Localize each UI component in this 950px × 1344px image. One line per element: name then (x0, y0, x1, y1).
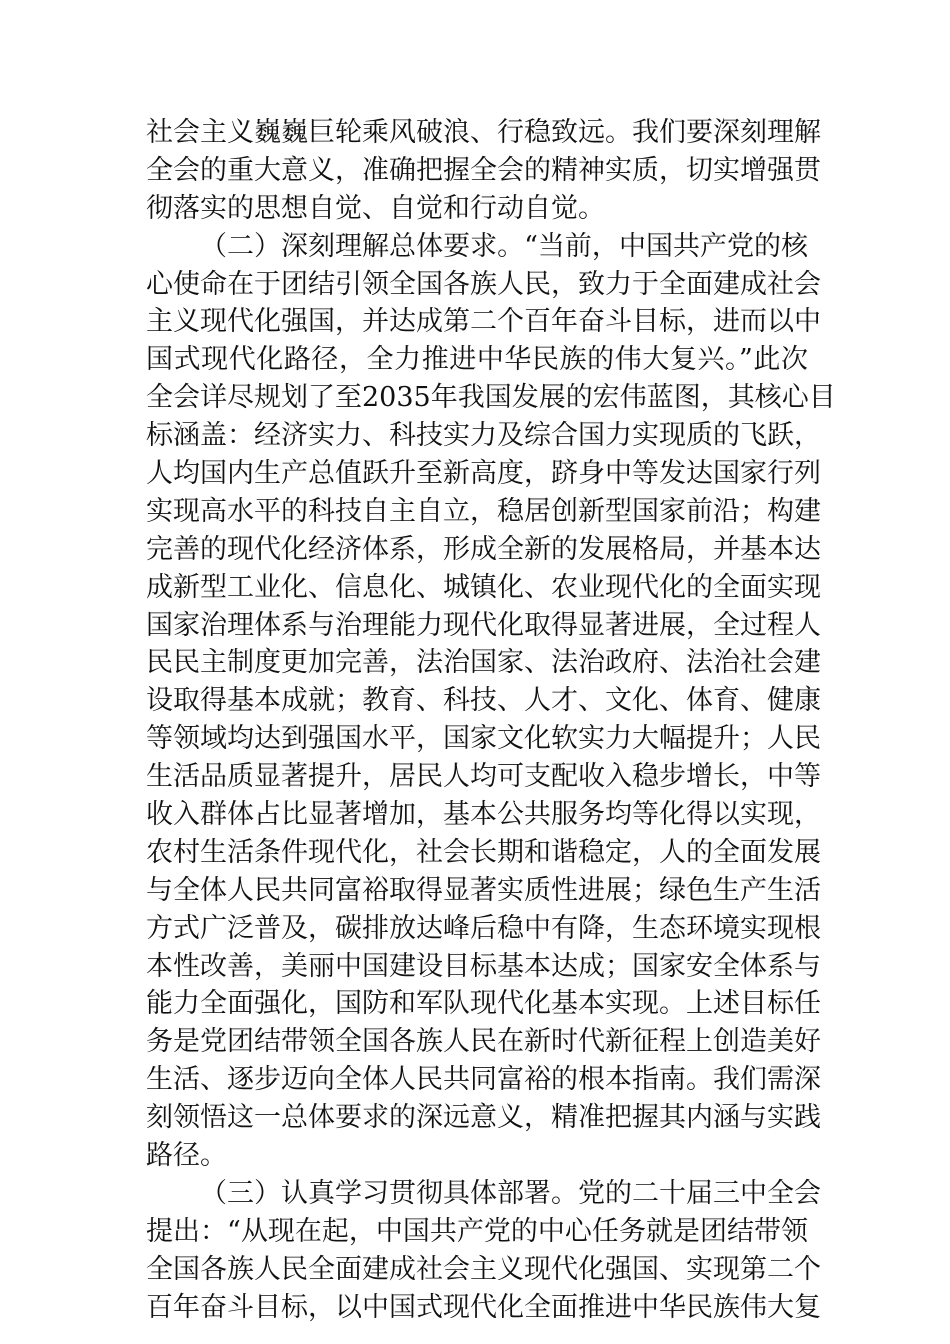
text-line: 能力全面强化，国防和军队现代化基本实现。上述目标任 (146, 988, 821, 1020)
paragraph-heading-line: （三）认真学习贯彻具体部署。党的二十届三中全会 (200, 1177, 821, 1209)
text-line: 务是党团结带领全国各族人民在新时代新征程上创造美好 (146, 1026, 821, 1058)
text-line: 收入群体占比显著增加，基本公共服务均等化得以实现， (146, 799, 821, 831)
text-line: 国式现代化路径，全力推进中华民族的伟大复兴。”此次 (146, 344, 808, 376)
text-line: 民民主制度更加完善，法治国家、法治政府、法治社会建 (146, 647, 821, 679)
text-line: 等领域均达到强国水平，国家文化软实力大幅提升；人民 (146, 723, 821, 755)
text-line: 提出：“从现在起，中国共产党的中心任务就是团结带领 (146, 1215, 808, 1247)
text-line: 彻落实的思想自觉、自觉和行动自觉。 (146, 192, 605, 224)
text-line: 生活、逐步迈向全体人民共同富裕的根本指南。我们需深 (146, 1064, 821, 1096)
text-line: 完善的现代化经济体系，形成全新的发展格局，并基本达 (146, 533, 821, 565)
text-line: 方式广泛普及，碳排放达峰后稳中有降，生态环境实现根 (146, 912, 821, 944)
text-line: 标涵盖：经济实力、科技实力及综合国力实现质的飞跃， (146, 420, 821, 452)
text-line: 社会主义巍巍巨轮乘风破浪、行稳致远。我们要深刻理解 (146, 117, 821, 148)
text-line: 心使命在于团结引领全国各族人民，致力于全面建成社会 (146, 268, 821, 300)
text-line: 刻领悟这一总体要求的深远意义，精准把握其内涵与实践 (146, 1102, 821, 1134)
text-line: 设取得基本成就；教育、科技、人才、文化、体育、健康 (146, 685, 821, 717)
text-line: 实现高水平的科技自主自立，稳居创新型国家前沿；构建 (146, 495, 821, 527)
text-line: 国家治理体系与治理能力现代化取得显著进展，全过程人 (146, 609, 821, 641)
text-line: 全会的重大意义，准确把握全会的精神实质，切实增强贯 (146, 154, 821, 186)
text-line: 与全体人民共同富裕取得显著实质性进展；绿色生产生活 (146, 874, 821, 906)
text-line: 农村生活条件现代化，社会长期和谐稳定，人的全面发展 (146, 836, 821, 868)
text-line: 人均国内生产总值跃升至新高度，跻身中等发达国家行列 (146, 458, 821, 490)
text-line: 成新型工业化、信息化、城镇化、农业现代化的全面实现 (146, 571, 821, 603)
text-line: 全会详尽规划了至2035年我国发展的宏伟蓝图，其核心目 (146, 382, 836, 414)
text-line: 全国各族人民全面建成社会主义现代化强国、实现第二个 (146, 1253, 821, 1285)
text-line: 本性改善，美丽中国建设目标基本达成；国家安全体系与 (146, 950, 821, 982)
text-line: 路径。 (146, 1140, 227, 1172)
paragraph-heading-line: （二）深刻理解总体要求。“当前，中国共产党的核 (200, 230, 808, 262)
text-line: 主义现代化强国，并达成第二个百年奋斗目标，进而以中 (146, 306, 821, 338)
text-line: 生活品质显著提升，居民人均可支配收入稳步增长，中等 (146, 761, 821, 793)
text-line: 百年奋斗目标，以中国式现代化全面推进中华民族伟大复 (146, 1291, 821, 1323)
body-text (146, 114, 836, 1327)
